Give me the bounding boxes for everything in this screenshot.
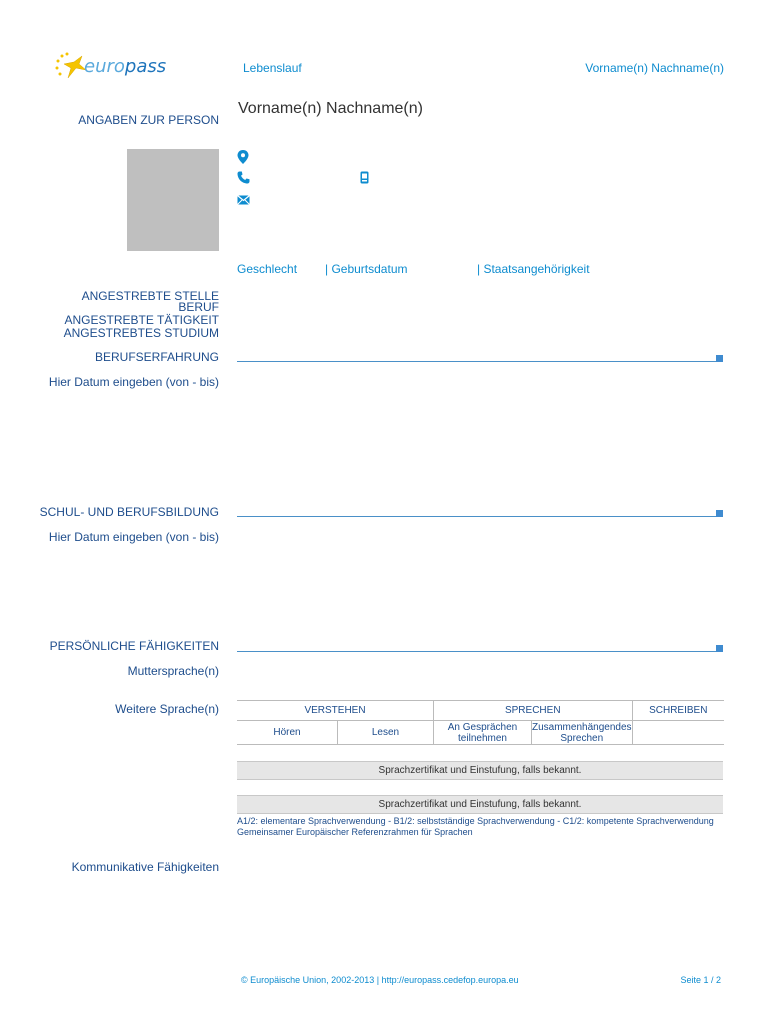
- language-framework-note: Gemeinsamer Europäischer Referenzrahmen für Sprachen: [237, 827, 473, 837]
- table-subheader-listening: Hören: [237, 721, 338, 745]
- table-subheader-reading: Lesen: [338, 721, 434, 745]
- birthdate-label: | Geburtsdatum: [325, 262, 408, 276]
- table-header-understanding: VERSTEHEN: [237, 701, 434, 721]
- logo-text-euro: euro: [84, 56, 125, 77]
- section-label-education: SCHUL- UND BERUFSBILDUNG: [39, 505, 219, 519]
- section-label-personal: ANGABEN ZUR PERSON: [78, 113, 219, 127]
- doc-type-header: Lebenslauf: [243, 61, 302, 75]
- email-envelope-icon: [237, 195, 250, 205]
- other-languages-label: Weitere Sprache(n): [115, 702, 219, 716]
- photo-placeholder: [127, 149, 219, 251]
- target-profession-label: BERUF: [178, 300, 219, 314]
- table-header-speaking: SPRECHEN: [434, 701, 633, 721]
- target-position-label: ANGESTREBTE STELLE: [81, 289, 219, 303]
- full-name: Vorname(n) Nachname(n): [238, 100, 423, 117]
- table-header-writing: SCHREIBEN: [632, 701, 724, 721]
- europass-logo: [54, 52, 167, 82]
- section-label-skills: PERSÖNLICHE FÄHIGKEITEN: [49, 639, 219, 653]
- education-date-placeholder: Hier Datum eingeben (von - bis): [48, 530, 219, 544]
- language-certificate-1: Sprachzertifikat und Einstufung, falls bekannt.: [237, 761, 723, 780]
- table-subheader-interaction: An Gesprächen teilnehmen: [434, 721, 532, 745]
- section-rule-end-skills: [716, 645, 723, 652]
- gender-label: Geschlecht: [237, 262, 298, 276]
- table-subheader-production: Zusammenhängendes Sprechen: [532, 721, 632, 744]
- logo-text-pass: pass: [124, 56, 167, 77]
- location-pin-icon: [237, 150, 249, 164]
- language-skills-table: [237, 700, 724, 745]
- section-rule-experience: [237, 361, 717, 362]
- section-rule-education: [237, 516, 717, 517]
- target-study-label: ANGESTREBTES STUDIUM: [63, 326, 219, 340]
- experience-date-placeholder: Hier Datum eingeben (von - bis): [48, 375, 219, 389]
- section-rule-skills: [237, 651, 717, 652]
- footer-copyright: © Europäische Union, 2002-2013 | http://europass.cedefop.europa.eu: [241, 975, 519, 985]
- language-certificate-2: Sprachzertifikat und Einstufung, falls bekannt.: [237, 795, 723, 814]
- mobile-phone-icon: [360, 171, 369, 184]
- communication-skills-label: Kommunikative Fähigkeiten: [71, 860, 219, 874]
- section-label-experience: BERUFSERFAHRUNG: [94, 350, 219, 364]
- footer-page-number: Seite 1 / 2: [680, 975, 721, 985]
- table-subheader-writing-empty: [632, 721, 724, 745]
- nationality-label: | Staatsangehörigkeit: [477, 262, 590, 276]
- mother-tongue-label: Muttersprache(n): [127, 664, 219, 678]
- phone-icon: [237, 171, 250, 184]
- section-rule-end-education: [716, 510, 723, 517]
- header-name: Vorname(n) Nachname(n): [585, 61, 724, 75]
- target-activity-label: ANGESTREBTE TÄTIGKEIT: [64, 313, 219, 327]
- language-levels-note: A1/2: elementare Sprachverwendung - B1/2: selbstständige Sprachverwendung - C1/2: kompetente Sprachverwendung: [237, 816, 714, 826]
- section-rule-end-experience: [716, 355, 723, 362]
